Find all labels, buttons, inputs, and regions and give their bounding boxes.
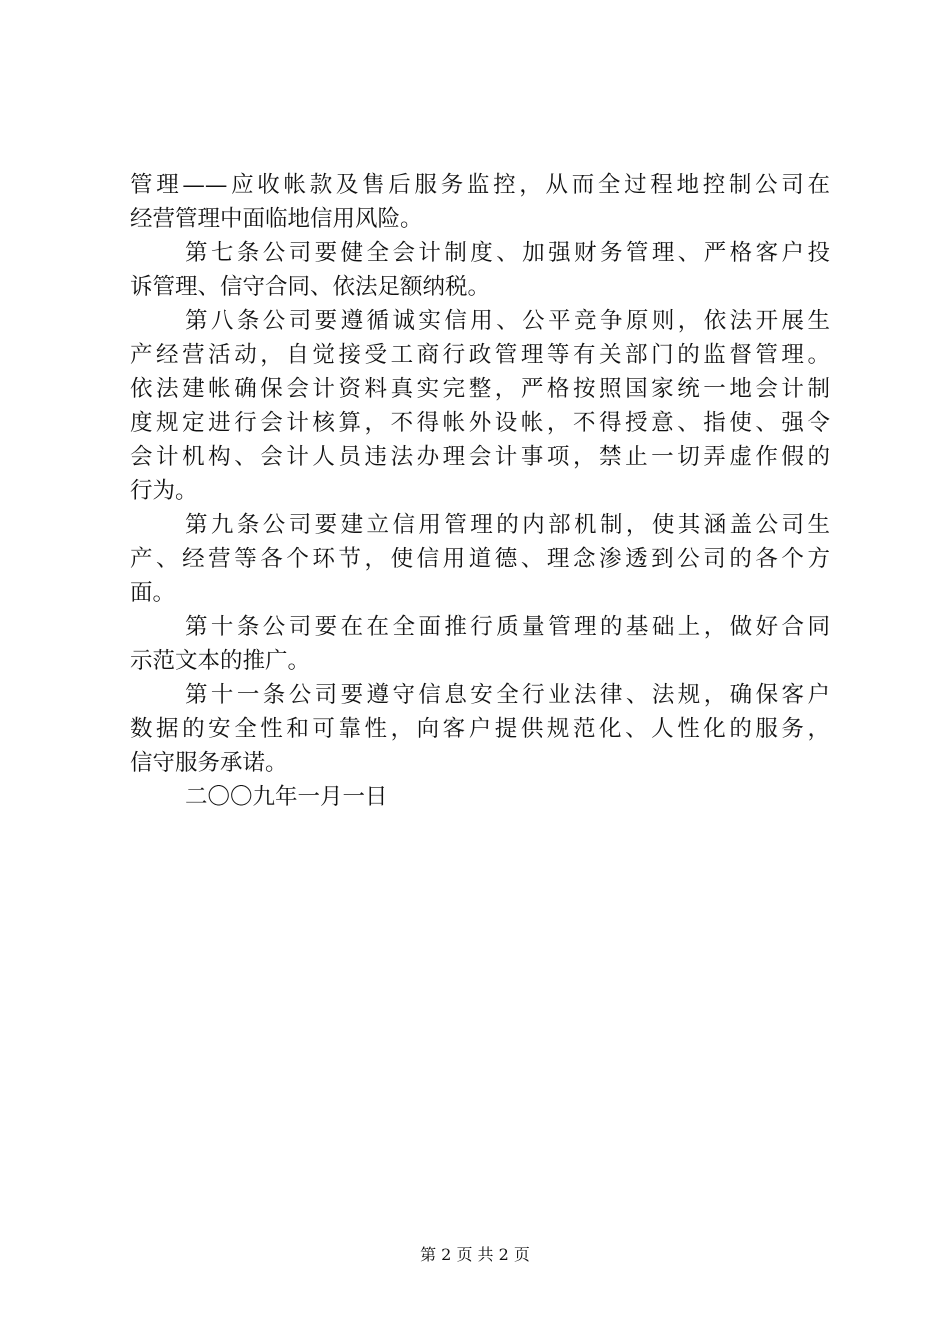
text-line: 示范文本的推广。	[130, 648, 311, 674]
text-line: 依法建帐确保会计资料真实完整，严格按照国家统一地会计制	[130, 376, 830, 402]
text-line: 第八条公司要遵循诚实信用、公平竞争原则，依法开展生	[185, 308, 830, 334]
text-line: 产、经营等各个环节，使信用道德、理念渗透到公司的各个方	[130, 546, 830, 572]
text-line: 信守服务承诺。	[130, 750, 288, 776]
text-line: 二〇〇九年一月一日	[185, 784, 388, 810]
text-line: 第十一条公司要遵守信息安全行业法律、法规，确保客户	[185, 682, 830, 708]
text-line: 产经营活动，自觉接受工商行政管理等有关部门的监督管理。	[130, 342, 830, 368]
text-line: 行为。	[130, 478, 198, 504]
text-line: 第九条公司要建立信用管理的内部机制，使其涵盖公司生	[185, 512, 830, 538]
text-line: 面。	[130, 580, 176, 606]
text-line: 度规定进行会计核算，不得帐外设帐，不得授意、指使、强令	[130, 410, 830, 436]
text-line: 会计机构、会计人员违法办理会计事项，禁止一切弄虚作假的	[130, 444, 830, 470]
document-body	[130, 168, 830, 814]
text-line: 数据的安全性和可靠性，向客户提供规范化、人性化的服务，	[130, 716, 830, 742]
text-line: 第十条公司要在在全面推行质量管理的基础上，做好合同	[185, 614, 830, 640]
text-line: 经营管理中面临地信用风险。	[130, 206, 423, 232]
text-line: 第七条公司要健全会计制度、加强财务管理、严格客户投	[185, 240, 830, 266]
page-footer: 第 2 页 共 2 页	[420, 1245, 530, 1264]
text-line: 管理——应收帐款及售后服务监控，从而全过程地控制公司在	[130, 172, 830, 198]
text-line: 诉管理、信守合同、依法足额纳税。	[130, 274, 491, 300]
